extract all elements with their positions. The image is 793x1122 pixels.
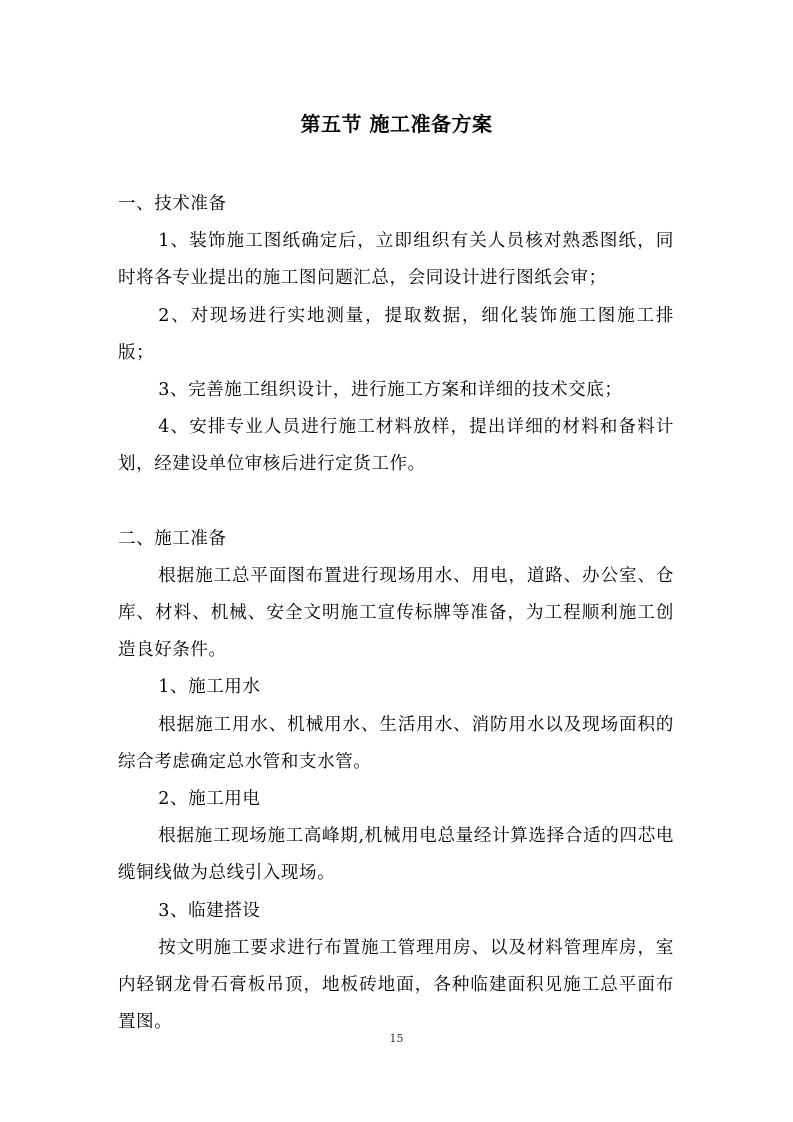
paragraph: 2、对现场进行实地测量，提取数据，细化装饰施工图施工排版； — [118, 305, 674, 363]
section-heading-technical: 一、技术准备 — [118, 194, 227, 214]
subsection-heading-water: 1、施工用水 — [158, 677, 261, 698]
page-number: 15 — [389, 1032, 404, 1045]
subsection-heading-temporary-buildings: 3、临建搭设 — [158, 900, 261, 921]
paragraph: 根据施工用水、机械用水、生活用水、消防用水以及现场面积的综合考虑确定总水管和支水管。 — [118, 714, 674, 772]
paragraph: 按文明施工要求进行布置施工管理用房、以及材料管理库房，室内轻钢龙骨石膏板吊顶，地板砖地面，各种临建面积见施工总平面布置图。 — [118, 937, 674, 1033]
paragraph: 根据施工现场施工高峰期,机械用电总量经计算选择合适的四芯电缆铜线做为总线引入现场。 — [118, 826, 674, 884]
spacer — [118, 484, 674, 521]
section-heading-construction: 二、施工准备 — [118, 528, 227, 549]
section-title: 第五节 施工准备方案 — [300, 112, 493, 136]
paragraph: 3、完善施工组织设计，进行施工方案和详细的技术交底； — [158, 380, 623, 401]
paragraph: 根据施工总平面图布置进行现场用水、用电，道路、办公室、仓库、材料、机械、安全文明施工宣传标牌等准备，为工程顺利施工创造良好条件。 — [118, 565, 674, 661]
document-body — [118, 186, 674, 1041]
paragraph: 1、装饰施工图纸确定后，立即组织有关人员核对熟悉图纸，同时将各专业提出的施工图问题汇总，会同设计进行图纸会审； — [118, 231, 674, 289]
subsection-heading-power: 2、施工用电 — [158, 789, 261, 810]
paragraph: 4、安排专业人员进行施工材料放样，提出详细的材料和备料计划，经建设单位审核后进行定货工作。 — [118, 417, 674, 475]
